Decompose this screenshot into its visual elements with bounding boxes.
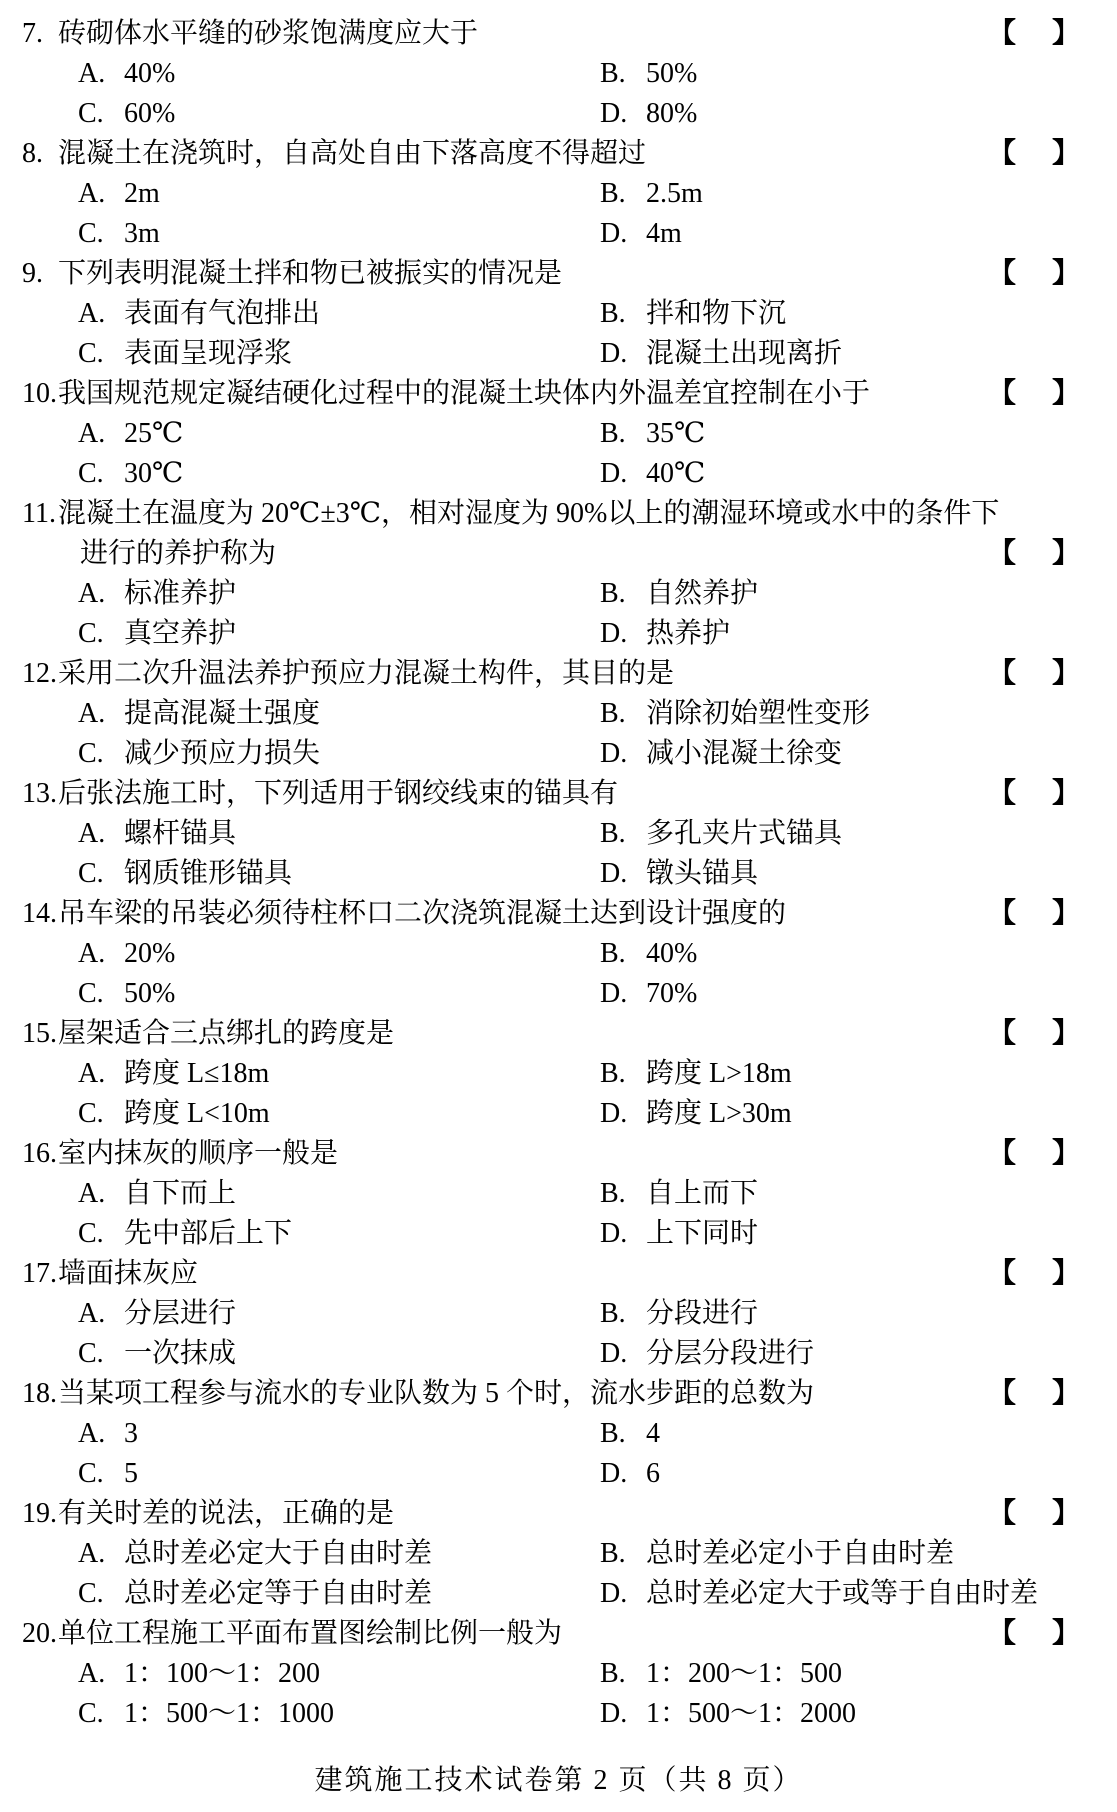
option-text: 35℃ <box>646 418 706 449</box>
question-number: 12. <box>22 658 57 689</box>
question-number: 18. <box>22 1378 57 1409</box>
question-item <box>0 1614 1117 1734</box>
option-text: 混凝土出现离折 <box>646 338 843 369</box>
option-text: 2.5m <box>646 178 703 209</box>
option-text: 总时差必定大于或等于自由时差 <box>646 1578 1039 1609</box>
option-text: 1：500～1：1000 <box>124 1698 335 1729</box>
question-text: 墙面抹灰应 <box>58 1258 199 1289</box>
option <box>600 214 682 254</box>
answer-bracket-open-icon: 【 <box>988 898 1017 929</box>
option <box>600 414 705 454</box>
answer-brackets <box>988 1134 1080 1174</box>
question-line <box>0 894 1117 934</box>
options-row <box>0 1334 1117 1374</box>
option-text: 自上而下 <box>646 1178 759 1209</box>
option <box>78 1534 432 1574</box>
answer-bracket-open-icon: 【 <box>988 1138 1017 1169</box>
answer-brackets <box>988 134 1080 174</box>
options-row <box>0 1294 1117 1334</box>
answer-brackets <box>988 254 1080 294</box>
option <box>78 1214 292 1254</box>
option-text: 热养护 <box>646 618 731 649</box>
option-label: D. <box>600 218 628 249</box>
option <box>78 414 183 454</box>
question-text: 室内抹灰的顺序一般是 <box>58 1138 339 1169</box>
question-text: 进行的养护称为 <box>80 538 277 569</box>
option <box>600 1414 660 1454</box>
question-number: 14. <box>22 898 57 929</box>
option <box>600 1454 660 1494</box>
answer-bracket-close-icon: 】 <box>1051 1618 1080 1649</box>
question-item <box>0 894 1117 1014</box>
answer-brackets <box>988 14 1080 54</box>
options-row <box>0 1454 1117 1494</box>
options-row <box>0 1574 1117 1614</box>
question-text: 当某项工程参与流水的专业队数为 5 个时，流水步距的总数为 <box>58 1378 815 1409</box>
option-label: A. <box>78 698 106 729</box>
answer-bracket-close-icon: 】 <box>1051 1258 1080 1289</box>
option-text: 1：200～1：500 <box>646 1658 843 1689</box>
question-list <box>0 14 1117 1734</box>
option-text: 镦头锚具 <box>646 858 759 889</box>
option-label: C. <box>78 858 104 889</box>
option-label: D. <box>600 338 628 369</box>
option-label: B. <box>600 418 626 449</box>
question-text: 采用二次升温法养护预应力混凝土构件，其目的是 <box>58 658 675 689</box>
options-row <box>0 814 1117 854</box>
option-text: 跨度 L<10m <box>124 1098 270 1129</box>
option-text: 跨度 L≤18m <box>124 1058 270 1089</box>
option-text: 分层进行 <box>124 1298 237 1329</box>
answer-brackets <box>988 1374 1080 1414</box>
question-text: 吊车梁的吊装必须待柱杯口二次浇筑混凝土达到设计强度的 <box>58 898 787 929</box>
question-item <box>0 1494 1117 1614</box>
option <box>600 974 697 1014</box>
option-text: 40% <box>124 58 176 89</box>
question-number: 20. <box>22 1618 57 1649</box>
option <box>78 454 183 494</box>
options-row <box>0 294 1117 334</box>
option-text: 25℃ <box>124 418 184 449</box>
options-row <box>0 334 1117 374</box>
answer-bracket-close-icon: 】 <box>1051 1378 1080 1409</box>
option <box>78 734 320 774</box>
option-text: 标准养护 <box>124 578 237 609</box>
option-label: B. <box>600 1538 626 1569</box>
option-text: 自然养护 <box>646 578 759 609</box>
options-row <box>0 454 1117 494</box>
option <box>600 1054 792 1094</box>
options-row <box>0 94 1117 134</box>
option-label: D. <box>600 1338 628 1369</box>
options-row <box>0 54 1117 94</box>
question-text: 屋架适合三点绑扎的跨度是 <box>58 1018 395 1049</box>
answer-bracket-open-icon: 【 <box>988 18 1017 49</box>
option-text: 50% <box>124 978 176 1009</box>
option <box>600 54 697 94</box>
option-label: C. <box>78 1218 104 1249</box>
question-item <box>0 1014 1117 1134</box>
answer-brackets <box>988 1014 1080 1054</box>
option-label: B. <box>600 698 626 729</box>
option-label: B. <box>600 1178 626 1209</box>
question-text: 混凝土在温度为 20℃±3℃，相对湿度为 90%以上的潮湿环境或水中的条件下 <box>58 498 1000 529</box>
answer-bracket-close-icon: 】 <box>1051 138 1080 169</box>
option-text: 4 <box>646 1418 660 1449</box>
question-number: 9. <box>22 258 43 289</box>
option-label: C. <box>78 1098 104 1129</box>
option-label: D. <box>600 978 628 1009</box>
answer-brackets <box>988 774 1080 814</box>
options-row <box>0 574 1117 614</box>
option <box>600 694 870 734</box>
option-label: C. <box>78 1698 104 1729</box>
options-row <box>0 1094 1117 1134</box>
question-item <box>0 1374 1117 1494</box>
option <box>600 174 703 214</box>
answer-brackets <box>988 894 1080 934</box>
option-text: 1：500～1：2000 <box>646 1698 857 1729</box>
option-label: C. <box>78 338 104 369</box>
option <box>78 1414 138 1454</box>
options-row <box>0 1214 1117 1254</box>
question-number: 13. <box>22 778 57 809</box>
option-label: A. <box>78 1178 106 1209</box>
option-label: C. <box>78 98 104 129</box>
option-label: A. <box>78 578 106 609</box>
option-text: 80% <box>646 98 698 129</box>
option-text: 螺杆锚具 <box>124 818 237 849</box>
option <box>600 1574 1038 1614</box>
option-text: 60% <box>124 98 176 129</box>
option-label: D. <box>600 98 628 129</box>
question-text: 有关时差的说法，正确的是 <box>58 1498 395 1529</box>
option-text: 70% <box>646 978 698 1009</box>
question-item <box>0 1134 1117 1254</box>
option-text: 40% <box>646 938 698 969</box>
option-label: A. <box>78 1298 106 1329</box>
option-label: B. <box>600 1058 626 1089</box>
option <box>78 1454 138 1494</box>
answer-bracket-open-icon: 【 <box>988 258 1017 289</box>
option <box>600 1694 856 1734</box>
answer-bracket-close-icon: 】 <box>1051 778 1080 809</box>
option-label: A. <box>78 178 106 209</box>
option-label: A. <box>78 418 106 449</box>
option <box>78 974 175 1014</box>
option-label: D. <box>600 1578 628 1609</box>
answer-bracket-close-icon: 】 <box>1051 378 1080 409</box>
answer-bracket-close-icon: 】 <box>1051 1498 1080 1529</box>
options-row <box>0 1054 1117 1094</box>
question-number: 11. <box>22 498 56 529</box>
option-text: 先中部后上下 <box>124 1218 293 1249</box>
question-text: 我国规范规定凝结硬化过程中的混凝土块体内外温差宜控制在小于 <box>58 378 871 409</box>
question-number: 17. <box>22 1258 57 1289</box>
question-item <box>0 374 1117 494</box>
options-row <box>0 1414 1117 1454</box>
option-text: 分段进行 <box>646 1298 759 1329</box>
question-text: 后张法施工时，下列适用于钢绞线束的锚具有 <box>58 778 619 809</box>
option <box>78 1294 236 1334</box>
question-number: 15. <box>22 1018 57 1049</box>
option <box>78 1054 269 1094</box>
question-line <box>0 654 1117 694</box>
option-text: 多孔夹片式锚具 <box>646 818 843 849</box>
option-label: B. <box>600 938 626 969</box>
answer-bracket-open-icon: 【 <box>988 1498 1017 1529</box>
question-text: 砖砌体水平缝的砂浆饱满度应大于 <box>58 18 479 49</box>
option-text: 提高混凝土强度 <box>124 698 321 729</box>
option-text: 总时差必定大于自由时差 <box>124 1538 433 1569</box>
option <box>78 214 160 254</box>
option-label: C. <box>78 978 104 1009</box>
option-label: A. <box>78 1058 106 1089</box>
option-label: D. <box>600 618 628 649</box>
question-item <box>0 1254 1117 1374</box>
question-number: 10. <box>22 378 57 409</box>
question-text: 单位工程施工平面布置图绘制比例一般为 <box>58 1618 563 1649</box>
options-row <box>0 614 1117 654</box>
question-item <box>0 14 1117 134</box>
answer-bracket-open-icon: 【 <box>988 778 1017 809</box>
option-label: C. <box>78 1338 104 1369</box>
answer-bracket-close-icon: 】 <box>1051 258 1080 289</box>
question-line <box>0 374 1117 414</box>
option-label: B. <box>600 178 626 209</box>
option <box>600 854 758 894</box>
option <box>600 334 842 374</box>
options-row <box>0 734 1117 774</box>
option-text: 30℃ <box>124 458 184 489</box>
option-text: 表面呈现浮浆 <box>124 338 293 369</box>
question-line <box>0 1614 1117 1654</box>
option <box>78 54 175 94</box>
option-text: 总时差必定小于自由时差 <box>646 1538 955 1569</box>
option <box>600 1294 758 1334</box>
option-label: D. <box>600 458 628 489</box>
options-row <box>0 174 1117 214</box>
option-label: D. <box>600 1458 628 1489</box>
option-label: D. <box>600 858 628 889</box>
option-label: D. <box>600 1098 628 1129</box>
option-text: 减小混凝土徐变 <box>646 738 843 769</box>
option-label: C. <box>78 1578 104 1609</box>
option-text: 总时差必定等于自由时差 <box>124 1578 433 1609</box>
options-row <box>0 934 1117 974</box>
option-text: 上下同时 <box>646 1218 759 1249</box>
option-text: 5 <box>124 1458 138 1489</box>
question-line <box>0 1374 1117 1414</box>
option-text: 50% <box>646 58 698 89</box>
question-line <box>0 494 1117 534</box>
answer-bracket-close-icon: 】 <box>1051 18 1080 49</box>
option-text: 分层分段进行 <box>646 1338 815 1369</box>
option-text: 6 <box>646 1458 660 1489</box>
question-line <box>0 1494 1117 1534</box>
question-item <box>0 254 1117 374</box>
option-text: 2m <box>124 178 160 209</box>
question-item <box>0 494 1117 654</box>
option-label: C. <box>78 738 104 769</box>
page-footer: 建筑施工技术试卷第 2 页（共 8 页） <box>314 1765 803 1796</box>
answer-bracket-open-icon: 【 <box>988 1378 1017 1409</box>
option-label: A. <box>78 818 106 849</box>
answer-bracket-open-icon: 【 <box>988 378 1017 409</box>
answer-bracket-open-icon: 【 <box>988 1018 1017 1049</box>
options-row <box>0 1174 1117 1214</box>
option <box>600 934 697 974</box>
option-label: B. <box>600 818 626 849</box>
answer-brackets <box>988 374 1080 414</box>
option-label: A. <box>78 1538 106 1569</box>
option <box>78 334 292 374</box>
question-line-continued <box>0 534 1117 574</box>
option <box>78 934 175 974</box>
option <box>78 1694 334 1734</box>
answer-brackets <box>988 1614 1080 1654</box>
option-text: 40℃ <box>646 458 706 489</box>
option-label: A. <box>78 938 106 969</box>
question-line <box>0 1254 1117 1294</box>
option-label: D. <box>600 738 628 769</box>
option-text: 3 <box>124 1418 138 1449</box>
option <box>78 294 320 334</box>
option-label: C. <box>78 458 104 489</box>
option-text: 20% <box>124 938 176 969</box>
question-text: 下列表明混凝土拌和物已被振实的情况是 <box>58 258 563 289</box>
option-label: A. <box>78 58 106 89</box>
options-row <box>0 854 1117 894</box>
answer-bracket-close-icon: 】 <box>1051 658 1080 689</box>
option-text: 钢质锥形锚具 <box>124 858 293 889</box>
answer-bracket-open-icon: 【 <box>988 658 1017 689</box>
option-text: 一次抹成 <box>124 1338 237 1369</box>
options-row <box>0 1694 1117 1734</box>
options-row <box>0 214 1117 254</box>
option <box>600 294 786 334</box>
option-text: 跨度 L>18m <box>646 1058 792 1089</box>
option <box>78 174 160 214</box>
question-text: 混凝土在浇筑时，自高处自由下落高度不得超过 <box>58 138 647 169</box>
answer-bracket-open-icon: 【 <box>988 138 1017 169</box>
option <box>600 1534 954 1574</box>
option-label: B. <box>600 58 626 89</box>
option <box>78 1094 270 1134</box>
option <box>600 1094 792 1134</box>
option <box>78 854 292 894</box>
answer-bracket-open-icon: 【 <box>988 1258 1017 1289</box>
option-label: A. <box>78 1418 106 1449</box>
answer-bracket-close-icon: 】 <box>1051 898 1080 929</box>
question-line <box>0 1134 1117 1174</box>
option-label: D. <box>600 1698 628 1729</box>
option <box>78 1334 236 1374</box>
question-number: 7. <box>22 18 43 49</box>
option-label: B. <box>600 1298 626 1329</box>
question-line <box>0 134 1117 174</box>
answer-bracket-close-icon: 】 <box>1051 1138 1080 1169</box>
option-label: A. <box>78 298 106 329</box>
answer-bracket-open-icon: 【 <box>988 538 1017 569</box>
option-label: B. <box>600 298 626 329</box>
options-row <box>0 974 1117 1014</box>
option-text: 1：100～1：200 <box>124 1658 321 1689</box>
option-text: 减少预应力损失 <box>124 738 321 769</box>
option <box>78 694 320 734</box>
option-text: 自下而上 <box>124 1178 237 1209</box>
answer-brackets <box>988 1254 1080 1294</box>
option <box>78 1574 432 1614</box>
answer-bracket-close-icon: 】 <box>1051 538 1080 569</box>
option-label: C. <box>78 618 104 649</box>
option-label: B. <box>600 578 626 609</box>
option <box>78 574 236 614</box>
question-line <box>0 14 1117 54</box>
option <box>78 94 175 134</box>
option-label: C. <box>78 1458 104 1489</box>
option-text: 消除初始塑性变形 <box>646 698 871 729</box>
option <box>600 1334 814 1374</box>
option <box>600 1214 758 1254</box>
option <box>600 734 842 774</box>
option-text: 跨度 L>30m <box>646 1098 792 1129</box>
option-text: 拌和物下沉 <box>646 298 787 329</box>
answer-brackets <box>988 654 1080 694</box>
options-row <box>0 1654 1117 1694</box>
option-label: C. <box>78 218 104 249</box>
option-text: 4m <box>646 218 682 249</box>
options-row <box>0 694 1117 734</box>
option-text: 表面有气泡排出 <box>124 298 321 329</box>
option <box>600 1654 842 1694</box>
question-item <box>0 134 1117 254</box>
option <box>600 614 730 654</box>
options-row <box>0 414 1117 454</box>
option-label: B. <box>600 1418 626 1449</box>
answer-bracket-open-icon: 【 <box>988 1618 1017 1649</box>
question-line <box>0 774 1117 814</box>
option <box>600 1174 758 1214</box>
question-number: 19. <box>22 1498 57 1529</box>
question-item <box>0 774 1117 894</box>
option <box>600 94 697 134</box>
question-line <box>0 1014 1117 1054</box>
option <box>78 614 236 654</box>
option <box>78 1174 236 1214</box>
option-text: 3m <box>124 218 160 249</box>
option-label: A. <box>78 1658 106 1689</box>
option <box>600 454 705 494</box>
option-label: D. <box>600 1218 628 1249</box>
option <box>78 814 236 854</box>
option-label: B. <box>600 1658 626 1689</box>
question-item <box>0 654 1117 774</box>
option-text: 真空养护 <box>124 618 237 649</box>
answer-bracket-close-icon: 】 <box>1051 1018 1080 1049</box>
question-number: 16. <box>22 1138 57 1169</box>
option <box>600 574 758 614</box>
answer-brackets <box>988 534 1080 574</box>
option <box>600 814 842 854</box>
question-line <box>0 254 1117 294</box>
question-number: 8. <box>22 138 43 169</box>
answer-brackets <box>988 1494 1080 1534</box>
options-row <box>0 1534 1117 1574</box>
option <box>78 1654 320 1694</box>
